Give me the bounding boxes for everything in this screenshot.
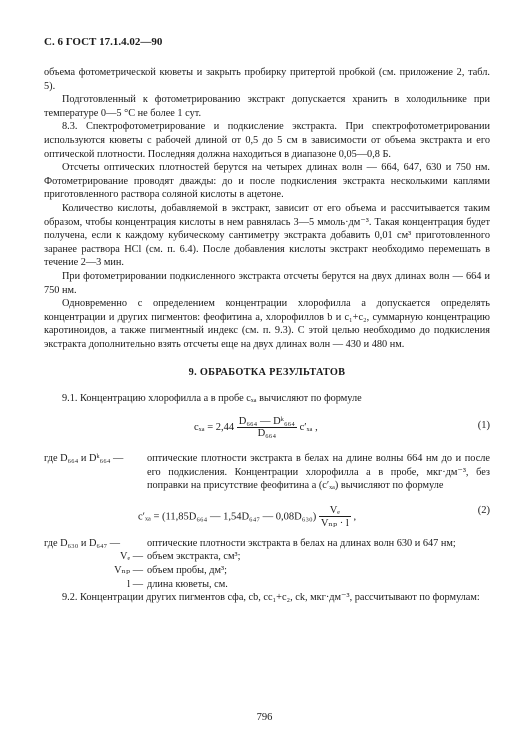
definition-text: длина кюветы, см. <box>147 578 228 590</box>
paragraph: 9.1. Концентрацию хлорофилла a в пробе cₓₐ вычисляют по формуле <box>62 393 362 405</box>
paragraph: Количество кислоты, добавляемой в экстракт, зависит от его объема и рассчитывается таким образом, чтобы концентрация кислоты в нем равнялась 3—5 ммоль·дм⁻³. Такая концентрация будет получена, если к каждому кубическому сантиметру экстракта добавить 0,01 см³ приготовленного заранее раствора HCl (см. п. 6.4). После добавления кислоты экстракт необходимо перемешать в течение 2—3 мин. <box>44 202 490 269</box>
equation-number: (2) <box>477 504 490 516</box>
page-number: 796 <box>256 712 273 723</box>
formula-tail: , <box>353 511 357 523</box>
section-title: 9. ОБРАБОТКА РЕЗУЛЬТАТОВ <box>188 367 346 379</box>
fraction-numerator: D₆₆₄ — Dᵏ₆₆₄ <box>238 416 295 428</box>
page-header: С. 6 ГОСТ 17.1.4.02—90 <box>44 36 163 48</box>
fraction-numerator: Vₑ <box>319 505 351 517</box>
definition-row <box>44 564 490 578</box>
definition-row <box>44 452 490 493</box>
paragraph: объема фотометрической кюветы и закрыть пробирку притертой пробкой (см. приложение 2, табл. 5). <box>44 67 490 92</box>
formula-lhs: cₓₐ = 2,44 <box>194 421 235 433</box>
definition-term: l — <box>127 578 143 590</box>
document-page <box>44 36 490 605</box>
formula-fraction <box>319 505 351 529</box>
definition-term: Vₙₚ — <box>114 565 143 577</box>
paragraph: Подготовленный к фотометрированию экстракт допускается хранить в холодильнике при температуре 0—5 °С не более 1 сут. <box>44 94 490 119</box>
formula-fraction <box>237 416 297 439</box>
paragraph: Одновременно с определением концентрации хлорофилла a допускается определять концентрации и других пигментов: феофитина a, хлорофиллов b и c₁+c₂, суммарную концентрацию каротиноидов, а также пигментный индекс (см. п. 9.3). С этой целью необходимо до подкисления экстракта дополнительно взять отсчеты еще на двух длинах волн — 430 и 480 нм. <box>44 298 490 350</box>
definition-term: где D₆₆₄ и Dᵏ₆₆₄ — <box>44 453 124 465</box>
paragraph: 8.3. Спектрофотометрирование и подкисление экстракта. При спектрофотометрировании используются кюветы с рабочей длиной от 0,5 до 5 см в зависимости от объема экстракта и его оптической плотности. Последняя должна находиться в диапазоне 0,05—0,8 Б. <box>44 121 490 160</box>
formula-rhs: c′ₓₐ , <box>299 421 318 433</box>
definition-text: оптические плотности экстракта в белах на длине волны 664 нм до и после его подкисления. Концентрации хлорофилла a в пробе, мкг·дм⁻³, без поправки на присутствие феофитина a (c′ₓₐ) вычисляют по формуле <box>147 453 490 492</box>
definition-row <box>44 550 490 564</box>
formula-1 <box>44 412 490 452</box>
definition-text: объем экстракта, см³; <box>147 551 241 563</box>
fraction-denominator: D₆₆₄ <box>257 428 277 440</box>
definition-term: Vₑ — <box>120 551 143 563</box>
paragraph: 9.2. Концентрации других пигментов cфa, cb, cc₁+c₂, ck, мкг·дм⁻³, рассчитывают по формулам: <box>62 592 480 604</box>
formula-lhs: c′ₓₐ = (11,85D₆₆₄ — 1,54D₆₄₇ — 0,08D₆₃₀) <box>138 511 317 523</box>
fraction-denominator: Vₙₚ · l <box>320 517 349 529</box>
paragraph: При фотометрировании подкисленного экстракта отсчеты берутся на двух длинах волн — 664 и 750 нм. <box>44 270 490 296</box>
definition-row <box>44 578 490 592</box>
formula-2 <box>44 503 490 537</box>
equation-number: (1) <box>477 420 490 432</box>
definition-term: где D₆₃₀ и D₆₄₇ — <box>44 537 121 549</box>
definition-row <box>44 537 490 551</box>
definition-text: оптические плотности экстракта в белах на длинах волн 630 и 647 нм; <box>147 537 456 549</box>
definition-text: объем пробы, дм³; <box>147 565 227 577</box>
paragraph: Отсчеты оптических плотностей берутся на четырех длинах волн — 664, 647, 630 и 750 нм. Фотометрирование проводят дважды: до и после подкисления экстракта несколькими каплями приготовленного раствора соляной кислоты в ацетоне. <box>44 162 490 201</box>
